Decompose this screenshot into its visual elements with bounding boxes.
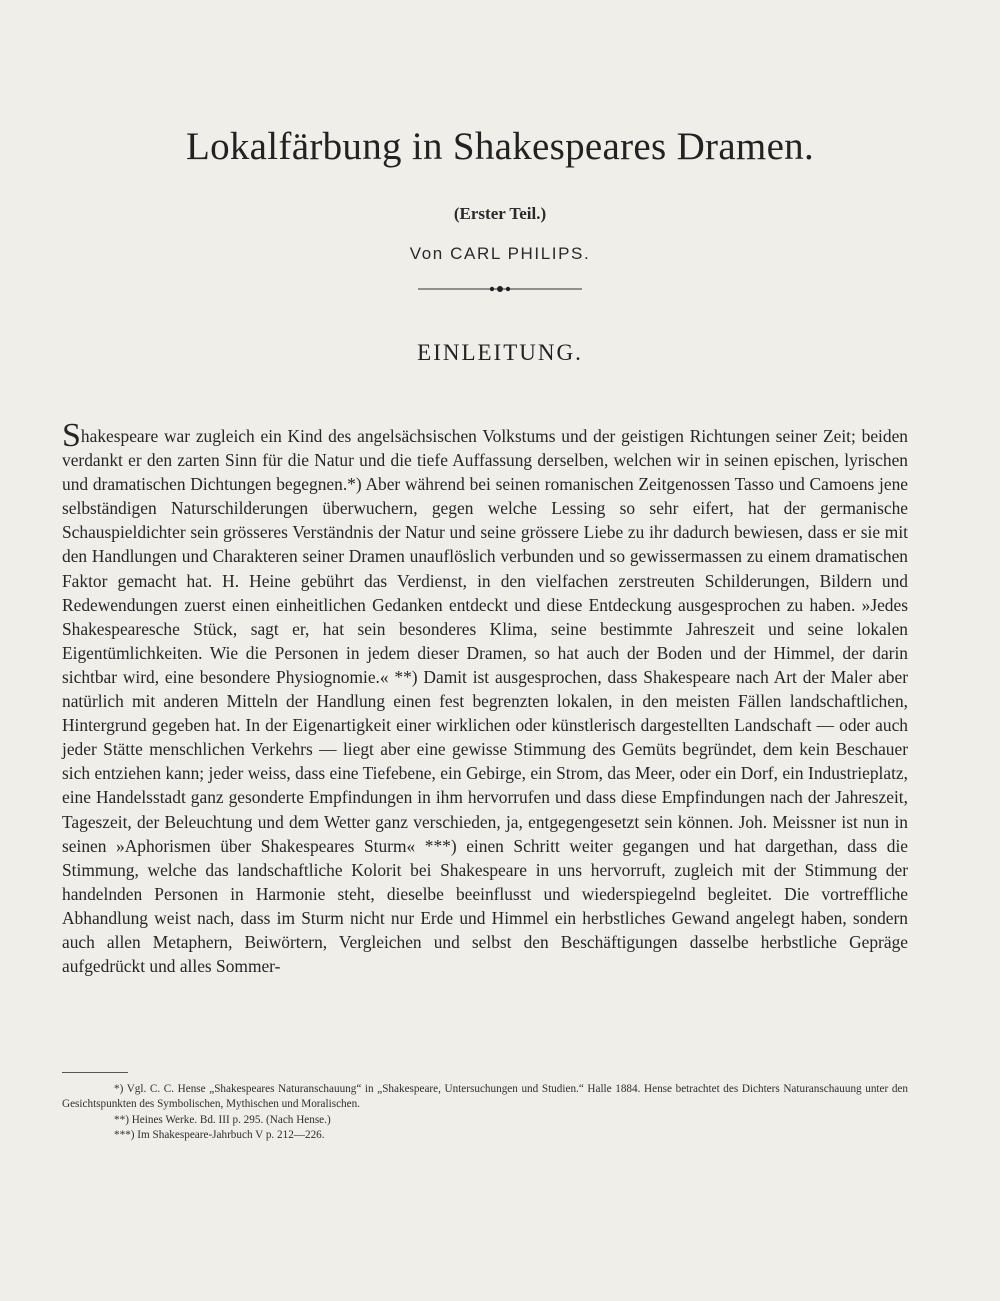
footnote-rule [62,1072,128,1073]
drop-cap: S [62,417,81,454]
footnote: *) Vgl. C. C. Hense „Shakespeares Naturanschauung“ in „Shakespeare, Untersuchungen und Studien.“ Halle 1884. Hense betrachtet des Dichters Naturanschauung unter den Gesichtspunkten des Symbolischen, Mythischen und Moralischen. [62,1083,908,1111]
body-paragraph-text: hakespeare war zugleich ein Kind des angelsächsischen Volkstums und der geistigen Richtungen seiner Zeit; beiden verdankt er den zarten Sinn für die Natur und die tiefe Auffassung derselben, welchen wir in seinen epischen, lyrischen und dramatischen Dichtungen begegnen.*) Aber während bei seinen romanischen Zeitgenossen Tasso und Camoens jene selbständigen Naturschilderungen überwuchern, gegen welche Lessing so sehr eifert, hat der germanische Schauspieldichter sein grösseres Verständnis der Natur und seine grössere Liebe zu ihr dadurch bewiesen, dass er sie mit den Handlungen und Charakteren seiner Dramen unauflöslich verbunden und so gewissermassen zu einem dramatischen Faktor gemacht hat. H. Heine gebührt das Verdienst, in den vielfachen zerstreuten Schilderungen, Bildern und Redewendungen zuerst einen einheitlichen Gedanken entdeckt und diese Entdeckung ausgesprochen zu haben. »Jedes Shakespearesche Stück, sagt er, hat sein besonderes Klima, seine bestimmte Jahreszeit und seine lokalen Eigentümlichkeiten. Wie die Personen in jedem dieser Dramen, so hat auch der Boden und der Himmel, der darin sichtbar wird, eine besondere Physiognomie.« **) Damit ist ausgesprochen, dass Shakespeare nach Art der Maler aber natürlich mit anderen Mitteln der Handlung einen fest begrenzten lokalen, in den meisten Fällen landschaftlichen, Hintergrund gegeben hat. In der Eigenartigkeit einer wirklichen oder künstlerisch dargestellten Landschaft — oder auch jeder Stätte menschlichen Verkehrs — liegt aber eine gewisse Stimmung des Gemüts begründet, dem kein Beschauer sich entziehen kann; jeder weiss, dass eine Tiefebene, ein Gebirge, ein Strom, das Meer, oder ein Dorf, ein Industrieplatz, eine Handelsstadt ganz gesonderte Empfindungen in ihm hervorrufen und dass diese Empfindungen nach der Jahreszeit, Tageszeit, der Beleuchtung und dem Wetter ganz verschieden, ja, entgegengesetzt sein können. Joh. Meissner ist nun in seinen »Aphorismen über Shakespeares Sturm« ***) einen Schritt weiter gegangen und hat dargethan, dass die Stimmung, welche das landschaftliche Kolorit bei Shakespeare in uns hervorruft, zugleich mit der Stimmung der handelnden Personen in Harmonie steht, dieselbe beeinflusst und wiederspiegelnd begleitet. Die vortreffliche Abhandlung weist nach, dass im Sturm nicht nur Erde und Himmel ein herbstliches Gewand angelegt haben, sondern auch allen Metaphern, Beiwörtern, Vergleichen und selbst den Beschäftigungen dasselbe herbstliche Gepräge aufgedrückt und alles Sommer- [62,426,908,977]
footnotes [62,1082,908,1144]
section-heading: EINLEITUNG. [417,340,583,365]
page-subtitle: (Erster Teil.) [453,204,547,223]
body-paragraph [62,417,908,978]
page-title: Lokalfärbung in Shakespeares Dramen. [185,125,815,168]
footnote: ***) Im Shakespeare-Jahrbuch V p. 212—226. [114,1129,325,1142]
author-line: Von CARL PHILIPS. [409,244,591,263]
ornament-divider [418,283,582,295]
footnote: **) Heines Werke. Bd. III p. 295. (Nach Hense.) [114,1113,331,1126]
